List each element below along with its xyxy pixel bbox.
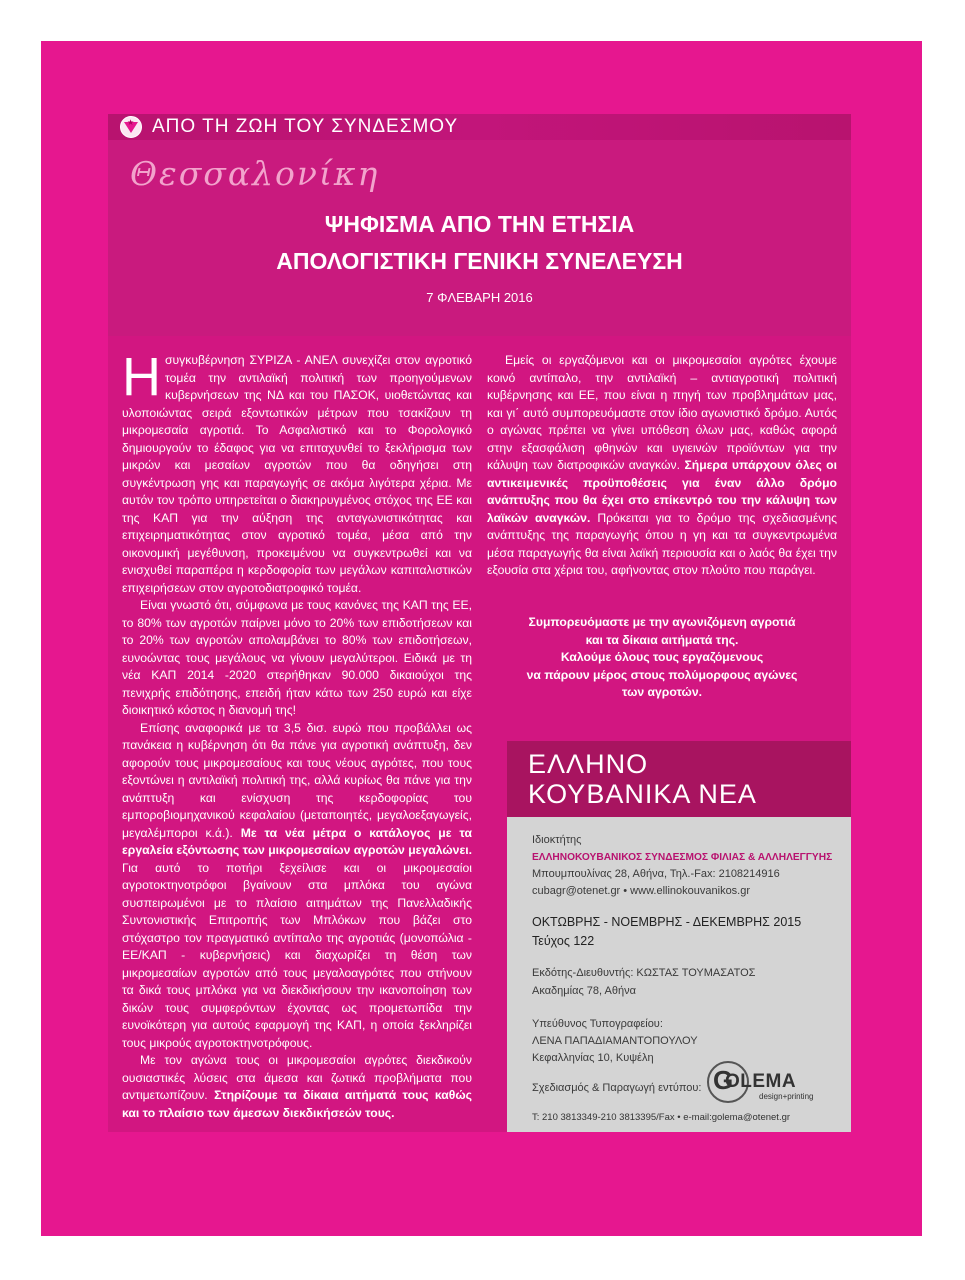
owner-contact: cubagr@otenet.gr • www.ellinokouvanikos.gr: [532, 885, 751, 897]
paragraph-5: Εμείς οι εργαζόμενοι και οι μικρομεσαίοι αγρότες έχουμε κοινό αντίπαλο, την αντιλαϊκή – αντιαγροτική πολιτική κυβέρνησης και ΕΕ, που είναι η πηγή των προβλημάτων μας, και γι΄ αυτό συμπορευόμαστε στον ίδιο αγωνιστικό δρόμο. Αυτός ο αγώνας πρέπει να γίνει υπόθεση όλων μας, καθώς αφορά στην εξασφάλιση φθηνών και υγιεινών προϊόντων για την κάλυψη των διατροφικών αναγκών. Σήμερα υπάρχουν όλες οι αντικειμενικές προϋποθέσεις για έναν άλλο δρόμο ανάπτυξης που θα έχει στο επίκεντρό του την κάλυψη των λαϊκών αναγκών. Πρόκειται για το δρόμο της σχεδιασμένης ανάπτυξης της παραγωγής όπου η γη και τα συγκεντρωμένα μέσα παραγωγής θα είναι λαϊκή περιουσία και ο λαός θα έχει την εξουσία στα χέρια του, αφήνοντας στον πλούτο που παράγει.: [487, 353, 838, 577]
publisher: Εκδότης-Διευθυντής: ΚΩΣΤΑΣ ΤΟΥΜΑΣΑΤΟΣ: [532, 967, 756, 979]
owner-address: Μπουμπουλίνας 28, Αθήνα, Τηλ.-Fax: 2108214916: [532, 868, 780, 880]
masthead-header: [507, 741, 851, 817]
golema-logo: G OLEMA design+printing: [707, 1061, 817, 1106]
headline-line1: ΨΗΦΙΣΜΑ ΑΠΟ ΤΗΝ ΕΤΗΣΙΑ: [324, 211, 635, 237]
issue-period: ΟΚΤΩΒΡΗΣ - ΝΟΕΜΒΡΗΣ - ΔΕΚΕΜΒΡΗΣ 2015: [532, 915, 802, 929]
section-title: ΑΠΟ ΤΗ ΖΩΗ ΤΟΥ ΣΥΝΔΕΣΜΟΥ: [152, 116, 459, 137]
article-left-column: [122, 347, 472, 1122]
printer-name: ΛΕΝΑ ΠΑΠΑΔΙΑΜΑΝΤΟΠΟΥΛΟΥ: [532, 1035, 698, 1047]
paragraph-3: Επίσης αναφορικά με τα 3,5 δισ. ευρώ που προβάλλει ως πανάκεια η κυβέρνηση ότι θα πάνε για αγροτική ανάπτυξη, δεν αφορούν τους μικρομεσαίους και τους νέους αγρότες, που τους εξοντώνει η αντιλαϊκή πολιτική της, αλλά κυρίως θα πάνε για την ανάπτυξη και ενίσχυση της κερδοφορίας του εμποροβιομηχανικού κεφαλαίου (μεταποιητές, μεγαλοεξαγωγείς, μεγαλέμποροι κ.ά.). Με τα νέα μέτρα ο κατάλογος με τα εργαλεία εξόντωσης των μικρομεσαίων αγροτών μεγαλώνει. Για αυτό το ποτήρι ξεχείλισε και οι μικρομεσαίοι αγροτοκτηνοτρόφοι βγαίνουν στα μπλόκα του αγώνα συσπειρωμένοι με το πλαίσιο αιτημάτων της Πανελλαδικής Συντονιστικής Επιτροπής των Μπλόκων που βάζει στο στόχαστρο τον πραγματικό αντίπαλο της αγροτιάς (μονοπώλια - ΕΕ/ΚΑΠ - κυβερνήσεις) και διαχωρίζει τη θέση των μικρομεσαίων αγροτών από τους μεγαλοαγρότες που στήνουν τα δικά τους μπλόκα για να διεκδικήσουν την ικανοποίηση των δικών τους συμφερόντων έχοντας ως προμετωπίδα την ευνοϊκότερη για αυτούς εφαρμογή της ΚΑΠ, η οποία ξεκληρίζει τους μικρούς αγροτοκτηνοτρόφους.: [122, 720, 472, 1050]
owner-label: Ιδιοκτήτης: [532, 834, 582, 846]
section-bar: [108, 114, 851, 140]
design-label: Σχεδιασμός & Παραγωγή εντύπου:: [532, 1082, 702, 1094]
headline-line2: ΑΠΟΛΟΓΙΣΤΙΚΗ ΓΕΝΙΚΗ ΣΥΝΕΛΕΥΣΗ: [276, 248, 683, 274]
city-title: Θεσσαλονίκη: [130, 154, 380, 193]
masthead-footer: T: 210 3813349-210 3813395/Fax • e-mail:golema@otenet.gr: [532, 1112, 791, 1123]
article-header: [108, 114, 851, 336]
owner-name: ΕΛΛΗΝΟΚΟΥΒΑΝΙΚΟΣ ΣΥΝΔΕΣΜΟΣ ΦΙΛΙΑΣ & ΑΛΛΗΛΕΓΓΥΗΣ: [532, 852, 833, 863]
article-right-column: [487, 352, 837, 580]
closing-statement: Συμπορευόμαστε με την αγωνιζόμενη αγροτιά και τα δίκαια αιτήματά της. Καλούμε όλους τους εργαζόμενους να πάρουν μέρος στους πολύμορφους αγώνες των αγροτών.: [526, 615, 798, 699]
printer-label: Υπεύθυνος Τυπογραφείου:: [532, 1018, 663, 1030]
masthead-title: ΕΛΛΗΝΟ ΚΟΥΒΑΝΙΚΑ ΝΕΑ: [528, 749, 757, 809]
printer-address: Κεφαλληνίας 10, Κυψέλη: [532, 1052, 654, 1064]
issue-number: Τεύχος 122: [532, 934, 595, 948]
paragraph-2: Είναι γνωστό ότι, σύμφωνα με τους κανόνες της ΚΑΠ της ΕΕ, το 80% των αγροτών παίρνει μόνο το 20% των επιδοτήσεων και το 20% των αγροτών απολαμβάνει το 80% των επιδοτήσεων, ευνοώντας τους μεγάλους να γίνουν μεγαλύτεροι. Ειδικά με τη νέα ΚΑΠ 2014 -2020 στερήθηκαν 90.000 δικαιούχοι της πενιχρής επιδότησης, επειδή ήταν κάτω των 250 ευρώ και είχε διοικητικό κόστος η διανομή της!: [122, 598, 472, 717]
drop-cap: Η: [122, 347, 161, 407]
article-date: 7 ΦΛΕΒΑΡΗ 2016: [426, 290, 533, 305]
publisher-address: Ακαδημίας 78, Αθήνα: [532, 985, 636, 997]
association-emblem-icon: ★: [120, 116, 142, 138]
paragraph-4: Με τον αγώνα τους οι μικρομεσαίοι αγρότες διεκδικούν ουσιαστικές λύσεις στα άμεσα και ζωτικά προβλήματα που αντιμετωπίζουν. Στηρίζουμε τα δίκαια αιτήματά τους καθώς και το πλαίσιο των άμεσων διεκδικήσεών τους.: [122, 1053, 472, 1120]
paragraph-1: Ησυγκυβέρνηση ΣΥΡΙΖΑ - ΑΝΕΛ συνεχίζει στον αγροτικό τομέα την αντιλαϊκή πολιτική των προηγούμενων κυβερνήσεων της ΝΔ και του ΠΑΣΟΚ, υιοθετώντας και υλοποιώντας σειρά εξοντωτικών μέτρων που τσακίζουν τη μικρομεσαία αγροτιά. Το Ασφαλιστικό και το Φορολογικό δημιουργούν το έδαφος για να επιταχυνθεί το ξεκλήρισμα των μικρών και μεσαίων αγροτών που θα οδηγήσει στη συγκέντρωση γης και παραγωγής σε ακόμα λιγότερα χέρια. Με αυτόν τον τρόπο υπηρετείται ο διακηρυγμένος στόχος της ΕΕ και της ΚΑΠ για την αύξηση της ανταγωνιστικότητας και επιχειρηματικότητας στον αγροτικό τομέα, μέσα από την οικονομική μεγέθυνση, προκειμένου να συγκεντρωθεί και να ενισχυθεί παραπέρα η κερδοφορία των μεγάλων καπιταλιστικών επιχειρήσεων στον αγροτοδιατροφικό τομέα.: [122, 347, 472, 595]
